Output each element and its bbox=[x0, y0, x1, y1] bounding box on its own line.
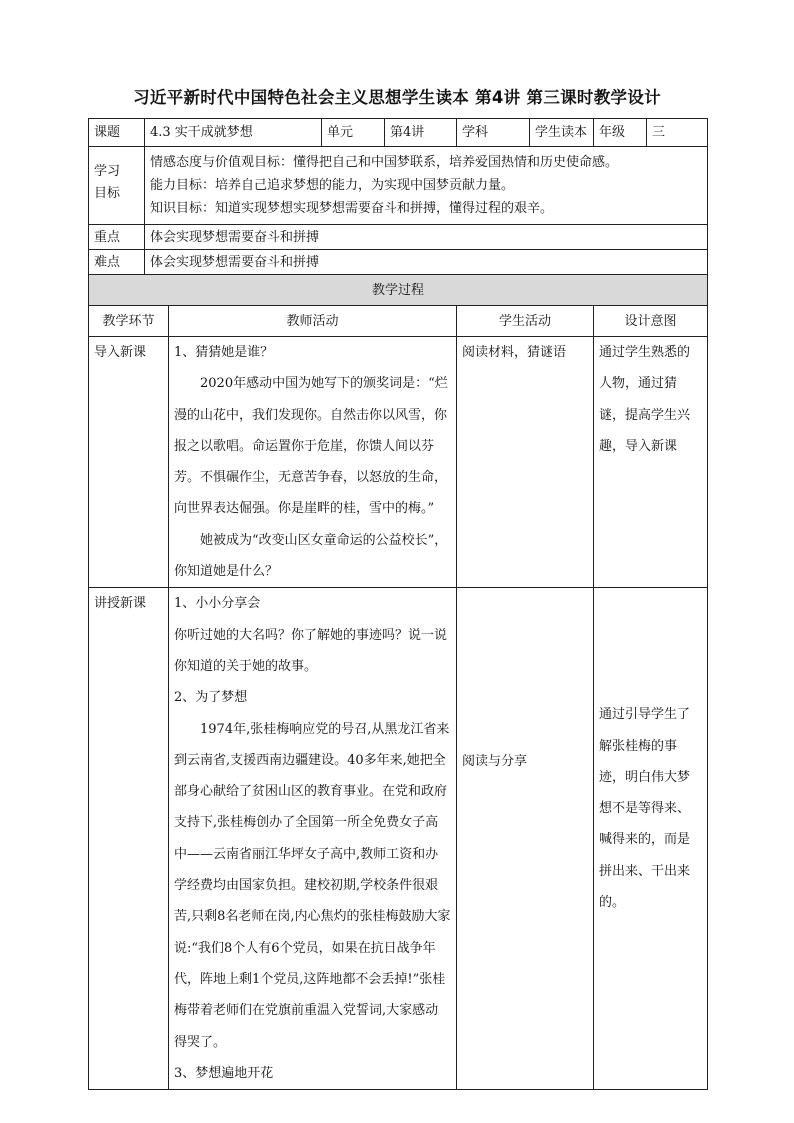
key-point-value: 体会实现梦想需要奋斗和拼搏 bbox=[145, 225, 708, 250]
column-header-student: 学生活动 bbox=[457, 306, 594, 337]
subject-value: 学生读本 bbox=[530, 119, 594, 147]
teacher-paragraph: 3、梦想遍地开花 bbox=[174, 1065, 274, 1081]
column-header-stage: 教学环节 bbox=[89, 306, 169, 337]
teacher-paragraph: 1974年,张桂梅响应党的号召,从黑龙江省来到云南省,支援西南边疆建设。40多年来,她把全部身心献给了贫困山区的教育事业。在党和政府支持下,张桂梅创办了全国第一所全免费女子高中——云南省丽江华坪女子高中,教师工资和办学经费均由国家负担。建校初期,学校条件很艰苦,只剩8名老师在岗,内心焦灼的张桂梅鼓励大家说:“我们8个人有6个党员，如果在抗日战争年代，阵地上剩1个党员,这阵地都不会丢掉!”张桂梅带着老师们在党旗前重温入党誓词,大家感动得哭了。 bbox=[174, 721, 451, 1050]
design-intent-cell: 通过引导学生了解张桂梅的事迹，明白伟大梦想不是等得来、喊得来的，而是拼出来、干出来的。 bbox=[594, 588, 708, 1090]
lesson-label: 课题 bbox=[89, 119, 145, 147]
teacher-activity-cell bbox=[169, 588, 457, 1090]
design-intent-cell: 通过学生熟悉的人物，通过猜谜，提高学生兴趣，导入新课 bbox=[594, 337, 708, 588]
subject-label: 学科 bbox=[457, 119, 530, 147]
column-header-teacher: 教师活动 bbox=[169, 306, 457, 337]
column-header-intent: 设计意图 bbox=[594, 306, 708, 337]
student-activity-cell: 阅读与分享 bbox=[457, 588, 594, 1090]
student-activity-cell: 阅读材料，猜谜语 bbox=[457, 337, 594, 588]
lesson-value: 4.3 实干成就梦想 bbox=[145, 119, 322, 147]
goal-item: 能力目标：培养自己追求梦想的能力，为实现中国梦贡献力量。 bbox=[150, 178, 515, 193]
process-title: 教学过程 bbox=[89, 275, 708, 306]
goal-item: 知识目标：知道实现梦想实现梦想需要奋斗和拼搏，懂得过程的艰辛。 bbox=[150, 201, 554, 216]
goal-item: 情感态度与价值观目标：懂得把自己和中国梦联系，培养爱国热情和历史使命感。 bbox=[150, 155, 619, 170]
grade-label: 年级 bbox=[594, 119, 647, 147]
goals-label-line2: 目标 bbox=[94, 186, 121, 201]
unit-value: 第4讲 bbox=[385, 119, 457, 147]
grade-value: 三 bbox=[647, 119, 708, 147]
teacher-activity-cell bbox=[169, 337, 457, 588]
teacher-paragraph: 你听过她的大名吗？你了解她的事迹吗？说一说你知道的关于她的故事。 bbox=[174, 627, 448, 674]
teacher-paragraph: 2020年感动中国为她写下的颁奖词是：“烂漫的山花中，我们发现你。自然击你以风雪，你报之以歌唱。命运置你于危崖，你馈人间以芬芳。不惧碾作尘，无意苦争春，以怒放的生命，向世界表达倔强。你是崖畔的桂，雪中的梅。” bbox=[174, 376, 448, 517]
stage-cell: 讲授新课 bbox=[89, 588, 169, 1090]
teacher-paragraph: 2、为了梦想 bbox=[174, 690, 248, 706]
goals-label-line1: 学习 bbox=[94, 164, 121, 179]
stage-cell: 导入新课 bbox=[89, 337, 169, 588]
teacher-paragraph: 1、小小分享会 bbox=[174, 596, 261, 612]
goals-list bbox=[145, 147, 708, 225]
goals-label bbox=[89, 147, 145, 225]
difficult-point-value: 体会实现梦想需要奋斗和拼搏 bbox=[145, 250, 708, 275]
teacher-paragraph: 她被成为“改变山区女童命运的公益校长”，你知道她是什么？ bbox=[174, 532, 448, 580]
teacher-paragraph: 1、猜猜她是谁？ bbox=[174, 345, 274, 360]
document-title: 习近平新时代中国特色社会主义思想学生读本 第4讲 第三课时教学设计 bbox=[133, 88, 661, 107]
lesson-plan-table bbox=[88, 118, 708, 1090]
difficult-point-label: 难点 bbox=[89, 250, 145, 275]
unit-label: 单元 bbox=[322, 119, 385, 147]
key-point-label: 重点 bbox=[89, 225, 145, 250]
